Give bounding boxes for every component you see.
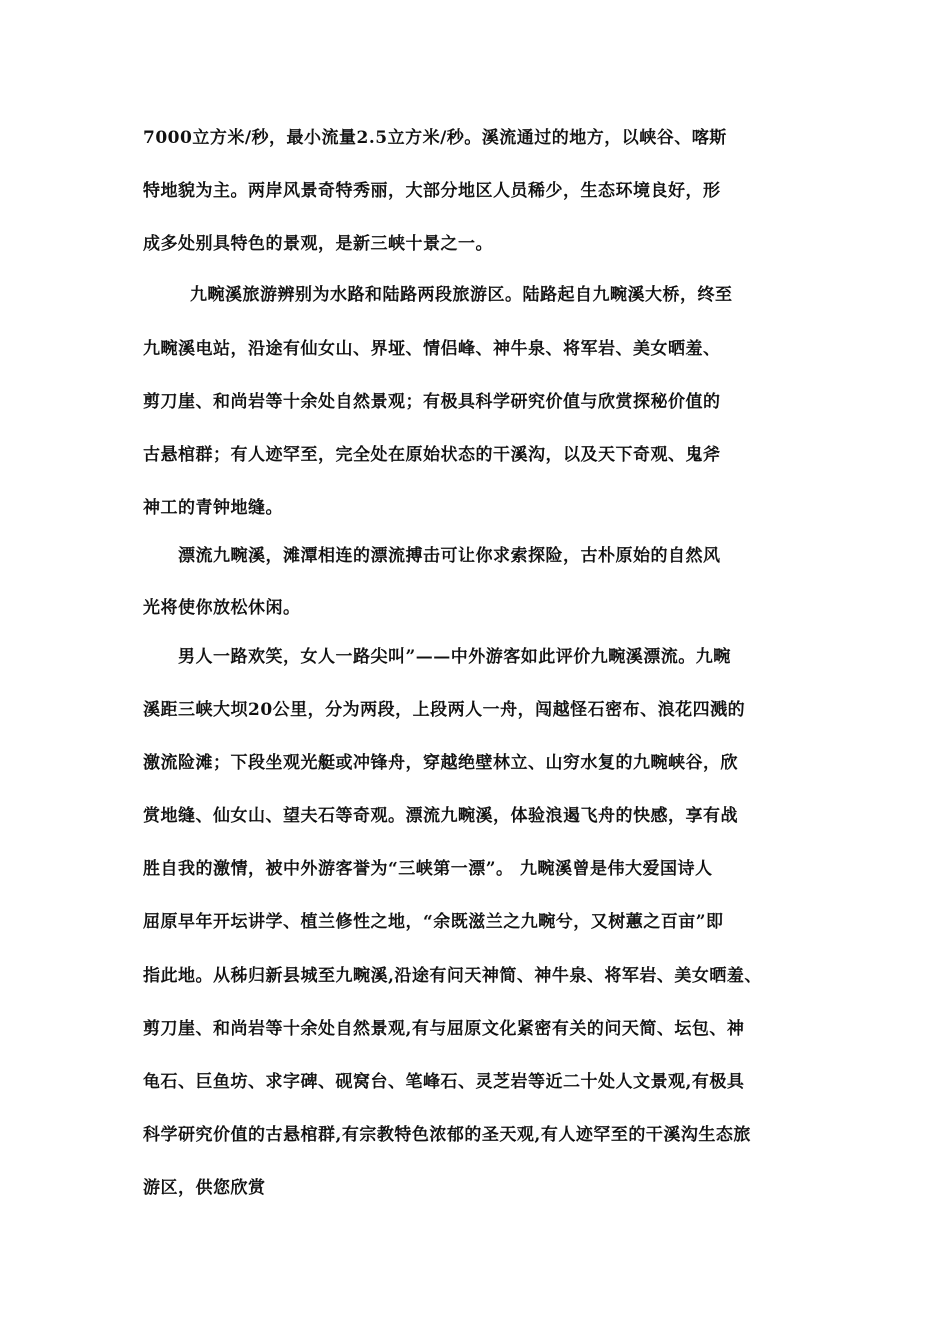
text-line-18: 剪刀崖、和尚岩等十余处自然景观,有与屈原文化紧密有关的问天简、坛包、神: [143, 1019, 745, 1039]
text-line-12: 溪距三峡大坝20公里，分为两段，上段两人一舟，闯越怪石密布、浪花四溅的: [143, 700, 746, 720]
text-line-17: 指此地。从秭归新县城至九畹溪,沿途有问天神简、神牛泉、将军岩、美女晒羞、: [143, 966, 762, 986]
text-line-11: 男人一路欢笑，女人一路尖叫”——中外游客如此评价九畹溪漂流。九畹: [178, 647, 731, 667]
text-line-6: 剪刀崖、和尚岩等十余处自然景观；有极具科学研究价值与欣赏探秘价值的: [143, 392, 721, 412]
text-line-21: 游区，供您欣赏: [143, 1178, 266, 1198]
text-line-14: 赏地缝、仙女山、望夫石等奇观。漂流九畹溪，体验浪遏飞舟的快感，享有战: [143, 806, 738, 826]
text-line-3: 成多处别具特色的景观，是新三峡十景之一。: [143, 234, 493, 254]
text-line-19: 龟石、巨鱼坊、求字碑、砚窝台、笔峰石、灵芝岩等近二十处人文景观,有极具: [143, 1072, 745, 1092]
text-line-1: 7000立方米/秒，最小流量2.5立方米/秒。溪流通过的地方，以峡谷、喀斯: [143, 128, 727, 148]
text-line-8: 神工的青钟地缝。: [143, 498, 283, 518]
text-line-20: 科学研究价值的古悬棺群,有宗教特色浓郁的圣天观,有人迹罕至的干溪沟生态旅: [143, 1125, 751, 1145]
text-line-4: 九畹溪旅游辨别为水路和陆路两段旅游区。陆路起自九畹溪大桥，终至: [190, 285, 733, 305]
text-line-10: 光将使你放松休闲。: [143, 598, 301, 618]
text-line-13: 激流险滩；下段坐观光艇或冲锋舟，穿越绝壁林立、山穷水复的九畹峡谷，欣: [143, 753, 738, 773]
text-line-9: 漂流九畹溪，滩潭相连的漂流搏击可让你求索探险，古朴原始的自然风: [178, 546, 721, 566]
text-line-15: 胜自我的激情，被中外游客誉为“三峡第一漂”。 九畹溪曾是伟大爱国诗人: [143, 859, 713, 879]
text-line-2: 特地貌为主。两岸风景奇特秀丽，大部分地区人员稀少，生态环境良好，形: [143, 181, 721, 201]
text-line-5: 九畹溪电站，沿途有仙女山、界垭、情侣峰、神牛泉、将军岩、美女晒羞、: [143, 339, 721, 359]
text-line-16: 屈原早年开坛讲学、植兰修性之地，“余既滋兰之九畹兮，又树蕙之百亩”即: [143, 912, 724, 932]
text-line-7: 古悬棺群；有人迹罕至，完全处在原始状态的干溪沟，以及天下奇观、鬼斧: [143, 445, 721, 465]
